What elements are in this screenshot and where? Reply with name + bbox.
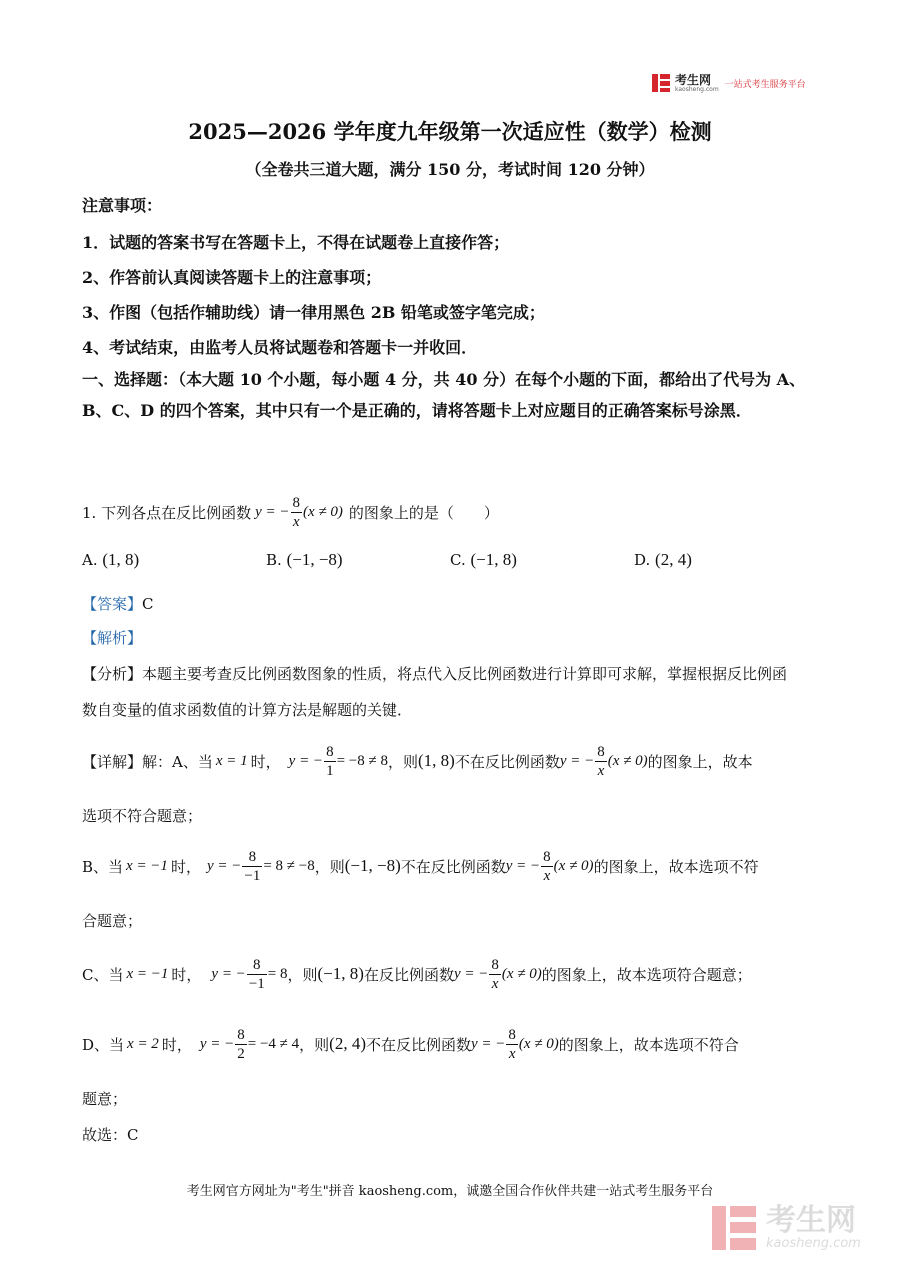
detail-c-shi: 时， xyxy=(171,965,202,984)
detail-c-ze: ，则 xyxy=(287,965,318,984)
detail-b-shi: 时， xyxy=(170,857,201,876)
watermark xyxy=(710,1204,861,1252)
question-1-text: 1. 下列各点在反比例函数 xyxy=(82,503,252,522)
kaosheng-logo-icon xyxy=(651,73,671,93)
detail-a-tail: 的图象上，故本 xyxy=(647,752,753,771)
detail-c-lhs: y = − xyxy=(211,965,246,982)
detail-b-lhs: y = − xyxy=(206,857,242,874)
watermark-domain: kaosheng.com xyxy=(766,1235,861,1251)
detail-a-shi: 时， xyxy=(250,752,281,771)
detail-b-point: (−1, −8) xyxy=(344,856,401,875)
question-1-tail: 的图象上的是（ ） xyxy=(348,503,499,522)
detail-b-tail: 的图象上，故本选项不符 xyxy=(593,857,759,876)
detail-b-not: 不在反比例函数 xyxy=(400,857,506,876)
option-d xyxy=(634,550,692,570)
detail-d: D、当 x = 2 时， y = − $\frac{8}{2}$ = −4 ≠ 4 ，则 (2, 4) 不在反比例函数 y = − $\frac{8}{x}$ (x ≠ 0) 的图象上，故本选项不符合 xyxy=(82,1026,739,1062)
analysis-line-1 xyxy=(82,663,787,684)
fenxi-tag: 【分析】 xyxy=(82,665,143,683)
detail-a-func-lhs: y = − xyxy=(559,752,595,769)
option-d-label: D. xyxy=(634,551,651,569)
detail-d-den: 2 xyxy=(237,1045,245,1062)
detail-b-ze: ，则 xyxy=(314,857,345,876)
option-d-value: (2, 4) xyxy=(655,550,692,569)
section-intro: 一、选择题：（本大题 10 个小题，每小题 4 分，共 40 分）在每个小题的下面，都给出了代号为 A、B、C、D 的四个答案，其中只有一个是正确的，请将答题卡上对应题目的正确答案标号涂黑． xyxy=(82,370,806,420)
detail-b-line-2: 合题意； xyxy=(82,912,143,930)
detail-b-den: −1 xyxy=(244,867,261,884)
detail-a-func-cond: (x ≠ 0) xyxy=(607,752,648,769)
detail-a-den: 1 xyxy=(326,762,334,779)
option-b-label: B. xyxy=(266,551,282,569)
detail-a-result: = −8 ≠ 8 xyxy=(336,752,388,769)
function-lhs: y = − xyxy=(255,503,290,520)
watermark-name: 考生网 xyxy=(766,1202,856,1238)
logo-slogan: 一站式考生服务平台 xyxy=(724,79,806,90)
page-subtitle: （全卷共三道大题，满分 150 分，考试时间 120 分钟） xyxy=(245,160,655,179)
option-a-value: (1, 8) xyxy=(102,550,140,569)
page-title: 2025—2026 学年度九年级第一次适应性（数学）检测 xyxy=(188,119,712,144)
answer-value: C xyxy=(142,595,154,613)
fenxi-text-2: 数自变量的值求函数值的计算方法是解题的关键． xyxy=(82,701,413,719)
detail-c-num: 8 xyxy=(247,956,267,975)
fenxi-text-1: 本题主要考查反比例函数图象的性质，将点代入反比例函数进行计算即可求解，掌握根据反比例函 xyxy=(142,665,788,683)
note-item-2: 2、作答前认真阅读答题卡上的注意事项； xyxy=(82,268,382,287)
option-c-value: (−1, 8) xyxy=(470,550,517,569)
detail-c-cond: x = −1 xyxy=(126,965,169,982)
detail-b-cond: x = −1 xyxy=(126,857,168,874)
conclusion: 故选：C xyxy=(82,1126,139,1144)
detail-b: B、当 x = −1 时， y = − $\frac{8}{-1}$ = 8 ≠ −8 ，则 (−1, −8) 不在反比例函数 y = − $\frac{8}{x}$ (x ≠ 0) 的图象上，故本选项不符 xyxy=(82,848,759,884)
watermark-logo-icon xyxy=(710,1204,758,1252)
detail-d-point: (2, 4) xyxy=(329,1034,366,1053)
header-logo xyxy=(651,72,806,94)
option-b xyxy=(266,550,343,570)
detail-b-pre: B、当 xyxy=(82,857,124,876)
detail-d-pre: D、当 xyxy=(82,1035,125,1054)
detail-c-point: (−1, 8) xyxy=(317,964,364,983)
footer-text: 考生网官方网址为"考生"拼音 kaosheng.com，诚邀全国合作伙伴共建一站式考生服务平台 xyxy=(186,1184,714,1199)
detail-a-not: 不在反比例函数 xyxy=(454,752,560,771)
detail-b-result: = 8 ≠ −8 xyxy=(263,857,315,874)
detail-a: 【详解】 解：A、当 x = 1 时， y = − $\frac{8}{1}$ = −8 ≠ 8 ，则 (1, 8) 不在反比例函数 y = − $\frac{8}{x}$ (x ≠ 0) 的图象上，故本 xyxy=(82,743,753,779)
function-fraction xyxy=(291,494,303,531)
detail-d-lhs: y = − xyxy=(199,1035,235,1052)
detail-c-in: 在反比例函数 xyxy=(363,965,454,984)
detail-d-cond: x = 2 xyxy=(127,1035,159,1052)
answer-tag: 【答案】 xyxy=(82,595,143,613)
detail-a-point: (1, 8) xyxy=(417,751,455,770)
detail-d-result: = −4 ≠ 4 xyxy=(247,1035,300,1052)
detail-a-num: 8 xyxy=(326,743,334,760)
detail-c-tail: 的图象上，故本选项符合题意； xyxy=(541,965,752,984)
detail-b-num: 8 xyxy=(242,848,262,867)
detail-d-not: 不在反比例函数 xyxy=(365,1035,471,1054)
detail-a-line-2: 选项不符合题意； xyxy=(82,807,203,825)
detail-a-lhs: y = − xyxy=(288,752,324,769)
detail-a-cond: x = 1 xyxy=(215,752,248,769)
detail-a-pre: 解：A、当 xyxy=(142,752,213,771)
fraction-numerator: 8 xyxy=(292,494,300,511)
option-b-value: (−1, −8) xyxy=(286,550,343,569)
note-item-1: 1．试题的答案书写在答题卡上，不得在试题卷上直接作答； xyxy=(82,233,510,252)
notes-heading: 注意事项： xyxy=(82,196,163,215)
detail-c-den: −1 xyxy=(248,975,265,992)
detail-d-tail: 的图象上，故本选项不符合 xyxy=(558,1035,739,1054)
detail-d-shi: 时， xyxy=(161,1035,192,1054)
function-condition: (x ≠ 0) xyxy=(303,503,343,520)
answer-line xyxy=(82,593,154,614)
logo-name: 考生网 xyxy=(675,72,712,87)
fraction-denominator: x xyxy=(292,513,300,530)
option-c-label: C. xyxy=(450,551,466,569)
detail-d-num: 8 xyxy=(237,1026,245,1043)
detail-c-pre: C、当 xyxy=(82,965,124,984)
option-c xyxy=(450,550,517,570)
option-a-label: A. xyxy=(82,551,98,569)
note-item-3: 3、作图（包括作辅助线）请一律用黑色 2B 铅笔或签字笔完成； xyxy=(82,303,545,322)
analysis-label: 【解析】 xyxy=(82,629,143,647)
logo-domain: kaosheng.com xyxy=(675,85,719,93)
note-item-4: 4、考试结束，由监考人员将试题卷和答题卡一并收回． xyxy=(82,338,478,357)
question-1-stem xyxy=(82,484,499,540)
detail-a-ze: ，则 xyxy=(387,752,418,771)
analysis-tag xyxy=(82,627,142,648)
detail-d-line-2: 题意； xyxy=(82,1090,128,1108)
detail-c-result: = 8 xyxy=(267,965,288,982)
option-a xyxy=(82,550,139,570)
detail-c: C、当 x = −1 时， y = − $\frac{8}{-1}$ = 8 ，则 (−1, 8) 在反比例函数 y = − $\frac{8}{x}$ (x ≠ 0) 的图象上，故本选项符合题意； xyxy=(82,956,752,992)
detail-tag: 【详解】 xyxy=(82,752,143,771)
detail-d-ze: ，则 xyxy=(299,1035,330,1054)
